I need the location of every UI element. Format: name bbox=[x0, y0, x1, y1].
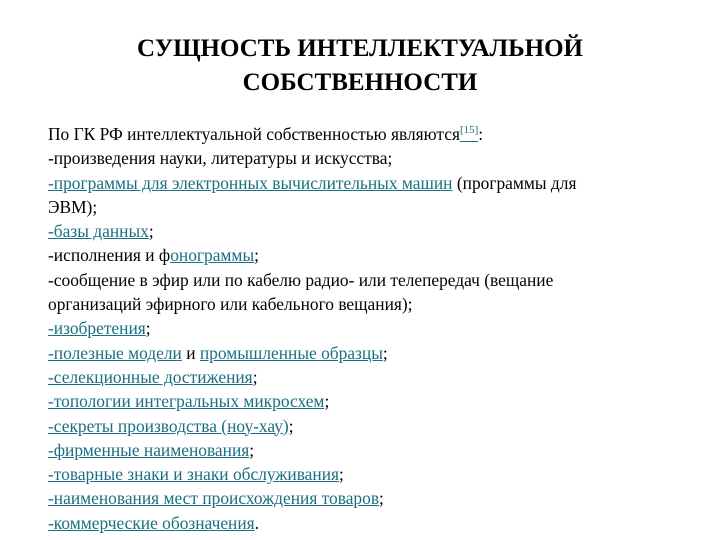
list-item-origin bbox=[48, 486, 698, 510]
title-line-1: СУЩНОСТЬ ИНТЕЛЛЕКТУАЛЬНОЙ bbox=[137, 35, 583, 62]
list-item-broadcasts-cont: организаций эфирного или кабельного вещания); bbox=[48, 294, 413, 315]
utility-end: ; bbox=[382, 342, 388, 363]
performances-text: -исполнения и ф bbox=[48, 245, 171, 266]
know-how-link[interactable]: -секреты производства (ноу-хау) bbox=[48, 415, 289, 436]
trademarks-link[interactable]: -товарные знаки и знаки обслуживания bbox=[48, 464, 340, 485]
breeding-end: ; bbox=[252, 366, 258, 387]
list-item-programs-cont: ЭВМ); bbox=[48, 196, 98, 217]
page-title bbox=[60, 32, 660, 100]
utility-and: и bbox=[181, 342, 200, 363]
list-item-topology bbox=[48, 389, 698, 413]
trade-names-end: ; bbox=[249, 439, 255, 460]
list-item-trade-names bbox=[48, 438, 698, 462]
topology-end: ; bbox=[324, 391, 330, 412]
inventions-link[interactable]: -изобретения bbox=[48, 318, 146, 339]
programs-text: (программы для bbox=[452, 172, 577, 193]
list-item-broadcasts: -сообщение в эфир или по кабелю радио- или телепередач (вещание bbox=[48, 269, 554, 290]
title-line-2: СОБСТВЕННОСТИ bbox=[242, 69, 478, 96]
utility-models-link[interactable]: -полезные модели bbox=[48, 342, 182, 363]
list-item-breeding bbox=[48, 365, 698, 389]
list-item-inventions bbox=[48, 316, 698, 340]
programs-link[interactable]: -программы для электронных вычислительных машин bbox=[48, 172, 453, 193]
list-item-works: -произведения науки, литературы и искусства; bbox=[48, 148, 393, 169]
phonograms-link[interactable]: онограммы bbox=[170, 245, 255, 266]
databases-link[interactable]: -базы данных bbox=[48, 221, 149, 242]
databases-end: ; bbox=[148, 221, 154, 242]
intro-line bbox=[48, 122, 698, 146]
list-item-utility-models bbox=[48, 341, 698, 365]
origin-end: ; bbox=[379, 488, 384, 509]
content-body bbox=[48, 122, 698, 535]
list-item-commercial bbox=[48, 511, 698, 535]
list-item-programs bbox=[48, 171, 698, 195]
commercial-designations-link[interactable]: -коммерческие обозначения bbox=[48, 512, 255, 533]
intro-text: По ГК РФ интеллектуальной собственностью являются bbox=[48, 124, 460, 144]
list-item-databases bbox=[48, 219, 698, 243]
commercial-end: . bbox=[254, 512, 260, 533]
inventions-end: ; bbox=[145, 318, 151, 339]
industrial-designs-link[interactable]: промышленные образцы bbox=[199, 342, 383, 363]
performances-end: ; bbox=[254, 245, 259, 266]
know-how-end: ; bbox=[288, 415, 294, 436]
list-item-know-how bbox=[48, 414, 698, 438]
origin-link[interactable]: -наименования мест происхождения товаров bbox=[48, 488, 380, 509]
topology-link[interactable]: -топологии интегральных микросхем bbox=[48, 391, 325, 412]
trade-names-link[interactable]: -фирменные наименования bbox=[48, 439, 250, 460]
trademarks-end: ; bbox=[339, 464, 344, 485]
reference-link[interactable]: [15] bbox=[459, 124, 479, 136]
intro-colon: : bbox=[478, 124, 484, 144]
list-item-performances bbox=[48, 243, 698, 267]
list-item-trademarks bbox=[48, 462, 698, 486]
breeding-link[interactable]: -селекционные достижения bbox=[48, 366, 253, 387]
